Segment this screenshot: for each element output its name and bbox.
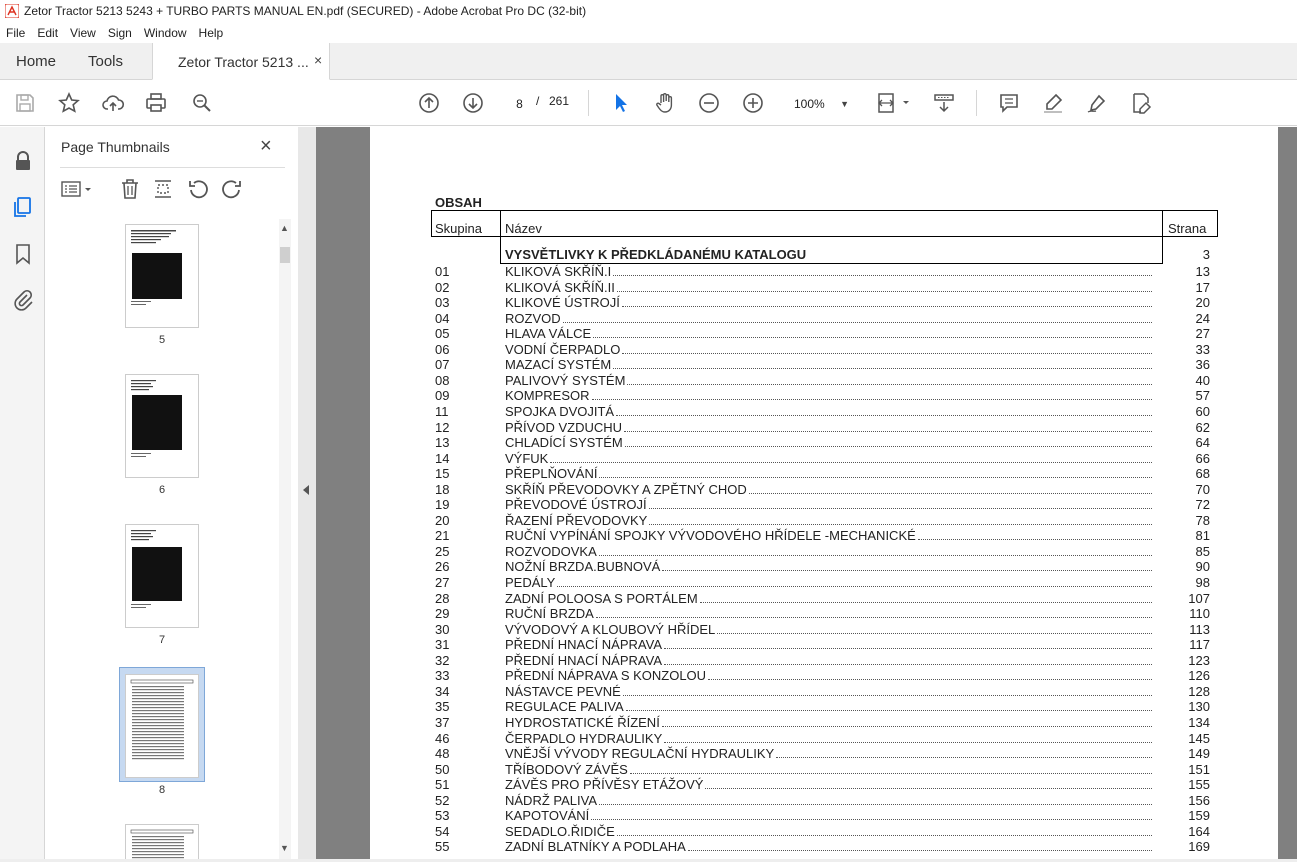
toc-code: 55 <box>435 839 450 855</box>
page-thumbnail-5[interactable] <box>125 224 199 328</box>
toc-page: 113 <box>1189 621 1210 637</box>
toc-name: NOŽNÍ BRZDA.BUBNOVÁ <box>505 559 661 575</box>
toc-leader-dots <box>624 431 1152 432</box>
toc-page: 151 <box>1188 761 1210 777</box>
toc-name: ROZVODOVKA <box>505 543 597 559</box>
page-thumbnails-icon[interactable] <box>11 195 35 219</box>
toc-page: 62 <box>1195 419 1210 435</box>
toc-leader-dots <box>622 306 1152 307</box>
toc-row <box>370 684 1278 700</box>
acrobat-logo-icon <box>5 4 19 18</box>
toc-leader-dots <box>649 524 1152 525</box>
toc-row <box>370 497 1278 513</box>
toc-name: TŘÍBODOVÝ ZÁVĚS <box>505 761 628 777</box>
toc-code: 35 <box>435 699 450 715</box>
left-navigation-rail <box>0 127 45 862</box>
scroll-up-icon[interactable]: ▲ <box>280 223 289 233</box>
toc-code: 21 <box>435 528 450 544</box>
upload-cloud-icon[interactable] <box>101 91 125 115</box>
toc-page: 169 <box>1188 839 1210 855</box>
toc-row <box>370 311 1278 327</box>
toc-code: 46 <box>435 730 450 746</box>
toc-code: 34 <box>435 683 450 699</box>
toc-page: 130 <box>1188 699 1210 715</box>
toc-name: ZÁVĚS PRO PŘÍVĚSY ETÁŽOVÝ <box>505 777 704 793</box>
toc-name: RUČNÍ VYPÍNÁNÍ SPOJKY VÝVODOVÉHO HŘÍDELE -MECHANICKÉ <box>505 528 916 544</box>
toc-name: PALIVOVÝ SYSTÉM <box>505 372 626 388</box>
toc-leader-dots <box>662 726 1152 727</box>
toc-leader-dots <box>617 291 1152 292</box>
comment-icon[interactable] <box>997 91 1021 115</box>
toc-code: 51 <box>435 777 450 793</box>
lock-icon[interactable] <box>11 149 35 173</box>
toc-name: ZADNÍ POLOOSA S PORTÁLEM <box>505 590 698 606</box>
page-separator: / <box>536 94 540 108</box>
toc-leader-dots <box>550 462 1152 463</box>
toc-code: 33 <box>435 668 450 684</box>
intro-title: VYSVĚTLIVKY K PŘEDKLÁDANÉMU KATALOGU <box>505 247 807 262</box>
sign-pen-icon[interactable] <box>1085 91 1109 115</box>
tab-document[interactable] <box>152 43 330 80</box>
toc-page: 117 <box>1189 637 1210 653</box>
toc-name: CHLADÍCÍ SYSTÉM <box>505 435 623 451</box>
toc-leader-dots <box>617 835 1152 836</box>
tab-close-icon[interactable]: × <box>314 52 323 68</box>
toc-code: 25 <box>435 543 450 559</box>
page-number-input[interactable]: 8 <box>516 97 523 111</box>
toc-name: KAPOTOVÁNÍ <box>505 808 590 824</box>
toc-leader-dots <box>616 415 1152 416</box>
zoom-out-icon[interactable] <box>697 91 721 115</box>
toc-page: 27 <box>1195 326 1210 342</box>
toc-leader-dots <box>776 757 1152 758</box>
star-icon[interactable] <box>57 91 81 115</box>
toc-page: 164 <box>1188 823 1210 839</box>
menu-help[interactable]: Help <box>198 25 224 40</box>
toc-page: 66 <box>1195 450 1210 466</box>
extract-page-icon[interactable] <box>151 177 175 201</box>
toc-leader-dots <box>593 337 1152 338</box>
toc-leader-dots <box>700 602 1152 603</box>
toolbar-divider <box>588 90 589 116</box>
document-heading: OBSAH <box>435 195 482 210</box>
delete-page-icon[interactable] <box>118 177 142 201</box>
toc-code: 54 <box>435 823 450 839</box>
toc-page: 145 <box>1188 730 1210 746</box>
menu-view[interactable]: View <box>70 25 96 40</box>
panel-divider <box>60 167 285 168</box>
tab-home[interactable]: Home <box>16 53 57 70</box>
toc-row <box>370 777 1278 793</box>
panel-toolbar <box>60 177 285 203</box>
page-thumbnails-panel <box>45 127 298 862</box>
toc-row <box>370 404 1278 420</box>
panel-collapse-handle[interactable] <box>298 127 316 862</box>
toc-page: 20 <box>1195 295 1210 311</box>
toc-leader-dots <box>622 353 1152 354</box>
toc-leader-dots <box>918 539 1152 540</box>
toc-name: SPOJKA DVOJITÁ <box>505 403 615 419</box>
toc-page: 128 <box>1188 683 1210 699</box>
toc-code: 03 <box>435 295 450 311</box>
toc-name: VODNÍ ČERPADLO <box>505 341 621 357</box>
toc-code: 50 <box>435 761 450 777</box>
toc-leader-dots <box>599 477 1152 478</box>
bookmark-icon[interactable] <box>11 242 35 266</box>
toc-name: KLIKOVÁ SKŘÍŇ.I <box>505 264 612 279</box>
toc-row <box>370 280 1278 296</box>
toc-page: 156 <box>1188 792 1210 808</box>
toc-leader-dots <box>708 679 1152 680</box>
toc-row <box>370 373 1278 389</box>
toc-leader-dots <box>649 508 1152 509</box>
toc-name: PŘEDNÍ NÁPRAVA S KONZOLOU <box>505 668 707 684</box>
save-icon[interactable] <box>13 91 37 115</box>
toc-name: KLIKOVÁ SKŘÍŇ.II <box>505 279 615 295</box>
toc-code: 37 <box>435 714 450 730</box>
toc-page: 90 <box>1195 559 1210 575</box>
table-header-divider <box>1162 210 1163 237</box>
toc-name: PŘEVODOVÉ ÚSTROJÍ <box>505 497 647 513</box>
page-total: 261 <box>549 94 570 108</box>
tab-bar <box>0 43 1297 80</box>
zoom-level-dropdown[interactable] <box>786 91 856 115</box>
select-cursor-icon[interactable] <box>609 91 633 115</box>
toc-row <box>370 762 1278 778</box>
toc-row <box>370 591 1278 607</box>
toc-leader-dots <box>591 819 1152 820</box>
toc-name: HYDROSTATICKÉ ŘÍZENÍ <box>505 714 660 730</box>
toc-code: 15 <box>435 466 450 482</box>
toc-leader-dots <box>749 493 1152 494</box>
toc-leader-dots <box>664 664 1152 665</box>
highlight-pen-icon[interactable] <box>1041 91 1065 115</box>
toc-leader-dots <box>596 617 1152 618</box>
toc-page: 33 <box>1195 341 1210 357</box>
toc-leader-dots <box>664 648 1152 649</box>
toc-page: 64 <box>1195 435 1210 451</box>
toc-row <box>370 606 1278 622</box>
toc-row <box>370 342 1278 358</box>
rotate-right-icon[interactable] <box>220 177 244 201</box>
toc-leader-dots <box>630 773 1152 774</box>
toc-leader-dots <box>626 710 1152 711</box>
toc-row <box>370 824 1278 840</box>
toc-page: 72 <box>1195 497 1210 513</box>
toc-code: 53 <box>435 808 450 824</box>
toc-leader-dots <box>592 399 1152 400</box>
toc-leader-dots <box>599 555 1152 556</box>
toc-name: HLAVA VÁLCE <box>505 326 592 342</box>
toc-page: 85 <box>1195 543 1210 559</box>
next-page-icon[interactable] <box>461 91 485 115</box>
toc-row <box>370 559 1278 575</box>
toc-name: MAZACÍ SYSTÉM <box>505 357 612 373</box>
toc-page: 68 <box>1195 466 1210 482</box>
window-title: Zetor Tractor 5213 5243 + TURBO PARTS MANUAL EN.pdf (SECURED) - Adobe Acrobat Pro DC (32-bit) <box>24 4 587 18</box>
toc-row <box>370 435 1278 451</box>
toc-row <box>370 513 1278 529</box>
scroll-mode-icon[interactable] <box>932 91 956 115</box>
pdf-page <box>370 127 1278 862</box>
toc-leader-dots <box>563 322 1152 323</box>
toc-name: ROZVOD <box>505 310 561 326</box>
toc-page: 126 <box>1188 668 1210 684</box>
toc-page: 98 <box>1195 575 1210 590</box>
toc-page: 60 <box>1195 403 1210 419</box>
toc-page: 81 <box>1195 528 1210 544</box>
toc-row <box>370 482 1278 498</box>
fit-page-icon[interactable] <box>876 91 912 115</box>
toc-row <box>370 793 1278 809</box>
attachment-icon[interactable] <box>11 288 35 312</box>
toc-leader-dots <box>625 446 1152 447</box>
toc-row <box>370 451 1278 467</box>
toc-code: 11 <box>435 403 449 419</box>
toc-code: 02 <box>435 279 450 295</box>
tab-tools[interactable]: Tools <box>88 53 124 70</box>
toc-name: VÝFUK <box>505 450 549 466</box>
zoom-level-value: 100% <box>794 97 825 111</box>
toc-name: PŘEDNÍ HNACÍ NÁPRAVA <box>505 652 662 668</box>
column-header-name: Název <box>505 221 542 236</box>
zoom-search-icon[interactable] <box>190 91 214 115</box>
toc-row <box>370 808 1278 824</box>
toc-page: 57 <box>1195 388 1210 404</box>
toc-name: PŘEDNÍ HNACÍ NÁPRAVA <box>505 637 662 653</box>
toc-row <box>370 420 1278 436</box>
toc-page: 36 <box>1195 357 1210 373</box>
collapse-left-icon <box>303 485 309 495</box>
toolbar-divider <box>976 90 977 116</box>
toc-code: 30 <box>435 621 450 637</box>
menu-bar <box>0 22 1297 43</box>
toc-leader-dots <box>557 586 1152 587</box>
toc-code: 20 <box>435 512 450 528</box>
toc-name: ČERPADLO HYDRAULIKY <box>505 730 663 746</box>
toc-row <box>370 637 1278 653</box>
toc-code: 05 <box>435 326 450 342</box>
column-header-group: Skupina <box>435 221 482 236</box>
panel-title: Page Thumbnails <box>61 139 170 155</box>
toc-leader-dots <box>705 788 1152 789</box>
table-header-box <box>431 210 1218 237</box>
toc-row <box>370 544 1278 560</box>
toc-name: NÁDRŽ PALIVA <box>505 792 597 808</box>
toc-row <box>370 653 1278 669</box>
toc-code: 14 <box>435 450 450 466</box>
page-thumbnail-7[interactable] <box>125 524 199 628</box>
toc-code: 12 <box>435 419 450 435</box>
document-viewport[interactable] <box>316 127 1297 862</box>
toc-page: 123 <box>1188 652 1210 668</box>
toc-code: 29 <box>435 606 450 622</box>
menu-edit[interactable]: Edit <box>37 25 59 40</box>
page-thumbnail-8[interactable] <box>125 674 199 778</box>
toc-name: ŘAZENÍ PŘEVODOVKY <box>505 512 648 528</box>
toc-code: 07 <box>435 357 450 373</box>
toc-code: 31 <box>435 637 450 653</box>
toc-code: 52 <box>435 792 450 808</box>
toc-name: NÁSTAVCE PEVNÉ <box>505 683 621 699</box>
toc-page: 40 <box>1195 372 1210 388</box>
close-icon[interactable]: × <box>260 135 272 157</box>
toc-leader-dots <box>623 695 1152 696</box>
toc-leader-dots <box>599 804 1152 805</box>
main-toolbar <box>0 80 1297 126</box>
previous-page-icon[interactable] <box>417 91 441 115</box>
toc-code: 28 <box>435 590 450 606</box>
toc-row <box>370 839 1278 855</box>
menu-window[interactable]: Window <box>143 25 187 40</box>
toc-row <box>370 575 1278 591</box>
toc-row <box>370 622 1278 638</box>
tab-document-label: Zetor Tractor 5213 ... <box>178 54 309 70</box>
menu-file[interactable]: File <box>6 25 26 40</box>
zoom-in-icon[interactable] <box>741 91 765 115</box>
toc-leader-dots <box>613 275 1152 276</box>
toc-name: VÝVODOVÝ A KLOUBOVÝ HŘÍDEL <box>505 621 716 637</box>
thumbnail-label: 6 <box>158 484 166 496</box>
toc-name: ZADNÍ BLATNÍKY A PODLAHA <box>505 839 686 855</box>
toc-code: 04 <box>435 310 450 326</box>
toc-row <box>370 326 1278 342</box>
rotate-left-icon[interactable] <box>186 177 210 201</box>
toc-name: REGULACE PALIVA <box>505 699 624 715</box>
toc-row <box>370 699 1278 715</box>
toc-row <box>370 668 1278 684</box>
toc-row <box>370 731 1278 747</box>
toc-page: 70 <box>1195 481 1210 497</box>
toc-page: 159 <box>1188 808 1210 824</box>
toc-leader-dots <box>664 742 1152 743</box>
toc-page: 155 <box>1188 777 1210 793</box>
toc-row <box>370 357 1278 373</box>
toc-name: KLIKOVÉ ÚSTROJÍ <box>505 295 620 311</box>
toc-page: 17 <box>1195 279 1210 295</box>
toc-code: 01 <box>435 264 450 279</box>
toc-row <box>370 715 1278 731</box>
toc-code: 27 <box>435 575 450 590</box>
toc-name: VNĚJŠÍ VÝVODY REGULAČNÍ HYDRAULIKY <box>505 746 775 762</box>
toc-row <box>370 388 1278 404</box>
toc-name: PEDÁLY <box>505 575 556 590</box>
print-icon[interactable] <box>144 91 168 115</box>
window-titlebar <box>0 0 1297 22</box>
thumbnail-label: 5 <box>158 334 166 346</box>
toc-page: 13 <box>1195 264 1210 279</box>
scrollbar-thumb[interactable] <box>280 247 290 263</box>
toc-name: PŘEPLŇOVÁNÍ <box>505 466 598 482</box>
toc-code: 09 <box>435 388 450 404</box>
toc-row <box>370 466 1278 482</box>
toc-name: SEDADLO.ŘIDIČE <box>505 823 615 839</box>
toc-code: 26 <box>435 559 450 575</box>
toc-code: 32 <box>435 652 450 668</box>
toc-row <box>370 746 1278 762</box>
toc-name: SKŘÍŇ PŘEVODOVKY A ZPĚTNÝ CHOD <box>505 481 747 497</box>
toc-row <box>370 264 1278 280</box>
page-thumbnail-9[interactable] <box>125 824 199 862</box>
toc-name: PŘÍVOD VZDUCHU <box>505 419 623 435</box>
toc-code: 19 <box>435 497 450 513</box>
toc-row <box>370 528 1278 544</box>
intro-page: 3 <box>1202 247 1210 262</box>
toc-page: 134 <box>1188 714 1210 730</box>
toc-leader-dots <box>688 850 1152 851</box>
options-menu-icon[interactable] <box>60 177 96 201</box>
thumbnail-label: 8 <box>158 784 166 796</box>
toc-code: 13 <box>435 435 450 451</box>
toc-row <box>370 295 1278 311</box>
menu-sign[interactable]: Sign <box>107 25 132 40</box>
toc-leader-dots <box>627 384 1152 385</box>
toc-code: 08 <box>435 372 450 388</box>
toc-page: 78 <box>1195 512 1210 528</box>
toc-page: 110 <box>1189 606 1210 622</box>
thumbnails-scrollbar[interactable] <box>279 219 291 859</box>
toc-code: 06 <box>435 341 450 357</box>
toc-page: 149 <box>1188 746 1210 762</box>
toc-leader-dots <box>613 368 1152 369</box>
toc-name: RUČNÍ BRZDA <box>505 606 594 622</box>
toc-leader-dots <box>717 633 1152 634</box>
toc-name: KOMPRESOR <box>505 388 590 404</box>
scroll-down-icon[interactable]: ▼ <box>280 843 289 853</box>
toc-page: 107 <box>1188 590 1210 606</box>
page-thumbnail-6[interactable] <box>125 374 199 478</box>
edit-pdf-icon[interactable] <box>1129 91 1153 115</box>
hand-tool-icon[interactable] <box>653 91 677 115</box>
toc-page: 24 <box>1195 310 1210 326</box>
toc-code: 18 <box>435 481 450 497</box>
chevron-down-icon: ▼ <box>840 99 849 109</box>
column-header-page: Strana <box>1168 221 1207 236</box>
toc-code: 48 <box>435 746 450 762</box>
toc-leader-dots <box>662 570 1152 571</box>
thumbnail-label: 7 <box>158 634 166 646</box>
